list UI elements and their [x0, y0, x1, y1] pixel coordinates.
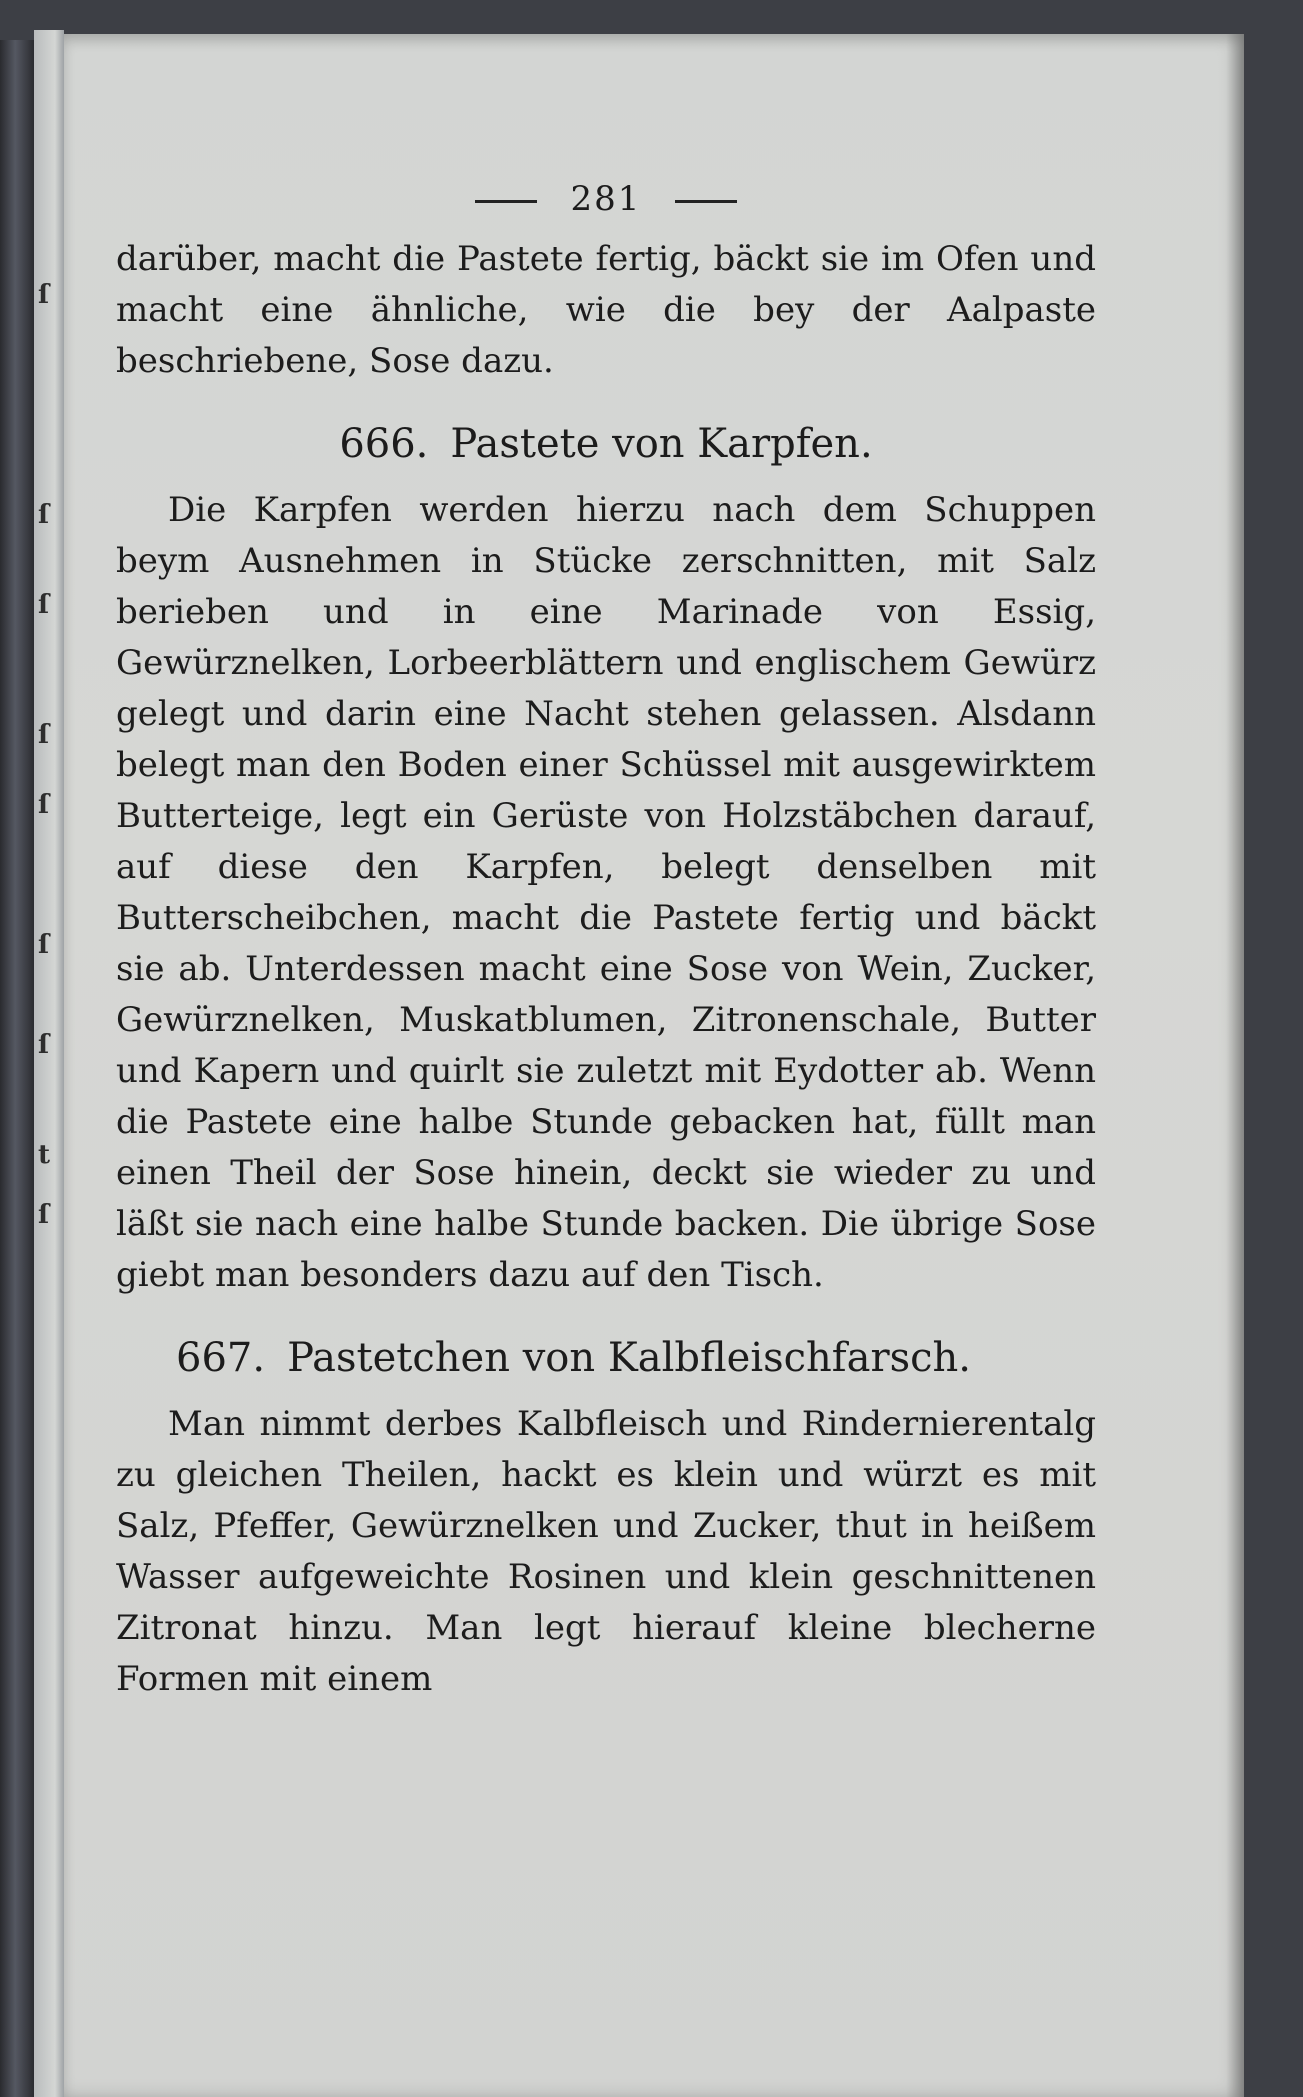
edge-mark: t [38, 1140, 51, 1170]
recipe-title: Pastetchen von Kalbfleischfarsch. [287, 1335, 971, 1381]
page-header [116, 174, 1096, 234]
edge-mark: ſ [38, 1030, 50, 1060]
book-page [64, 34, 1244, 2097]
recipe-body: Die Karpfen werden hierzu nach dem Schuppen beym Ausnehmen in Stücke zerschnitten, mit Salz berieben und in eine Marinade von Essig, Gewürznelken, Lorbeerblättern und englischem Gewürz gelegt und darin eine Nacht stehen gelassen. Alsdann belegt man den Boden einer Schüssel mit ausgewirktem Butterteige, legt ein Gerüste von Holzstäbchen darauf, auf diese den Karpfen, belegt denselben mit Butterscheibchen, macht die Pastete fertig und bäckt sie ab. Unterdessen macht eine Sose von Wein, Zucker, Gewürznelken, Muskatblumen, Zitronenschale, Butter und Kapern und quirlt sie zuletzt mit Eydotter ab. Wenn die Pastete eine halbe Stunde gebacken hat, füllt man einen Theil der Sose hinein, deckt sie wieder zu und läßt sie nach eine halbe Stunde backen. Die übrige Sose giebt man besonders dazu auf den Tisch. [116, 490, 1096, 1295]
edge-mark: ſ [38, 720, 50, 750]
recipe-heading [116, 415, 1096, 473]
recipe-number: 666. [339, 421, 429, 467]
edge-mark: ſ [38, 590, 50, 620]
recipe-body: Man nimmt derbes Kalbfleisch und Rindernierentalg zu gleichen Theilen, hackt es klein und würzt es mit Salz, Pfeffer, Gewürznelken und Zucker, thut in heißem Wasser aufgeweichte Rosinen und klein geschnittenen Zitronat hinzu. Man legt hierauf kleine blecherne Formen mit einem [116, 1404, 1096, 1699]
recipe-heading [116, 1329, 1096, 1387]
header-dash-left [475, 200, 537, 203]
page-text [116, 174, 1096, 1705]
recipe-title: Pastete von Karpfen. [450, 421, 873, 467]
page-number: 281 [570, 179, 642, 219]
previous-page-edge [34, 30, 64, 2097]
book-spine [0, 40, 34, 2097]
edge-mark: ſ [38, 790, 50, 820]
header-dash-right [675, 200, 737, 203]
recipe-number: 667. [176, 1335, 266, 1381]
edge-mark: ſ [38, 280, 50, 310]
edge-mark: ſ [38, 930, 50, 960]
continuation-paragraph: darüber, macht die Pastete fertig, bäckt sie im Ofen und macht eine ähnliche, wie die bey der Aalpaste beschriebene, Sose dazu. [116, 239, 1096, 381]
edge-mark: ſ [38, 1200, 50, 1230]
edge-mark: ſ [38, 500, 50, 530]
